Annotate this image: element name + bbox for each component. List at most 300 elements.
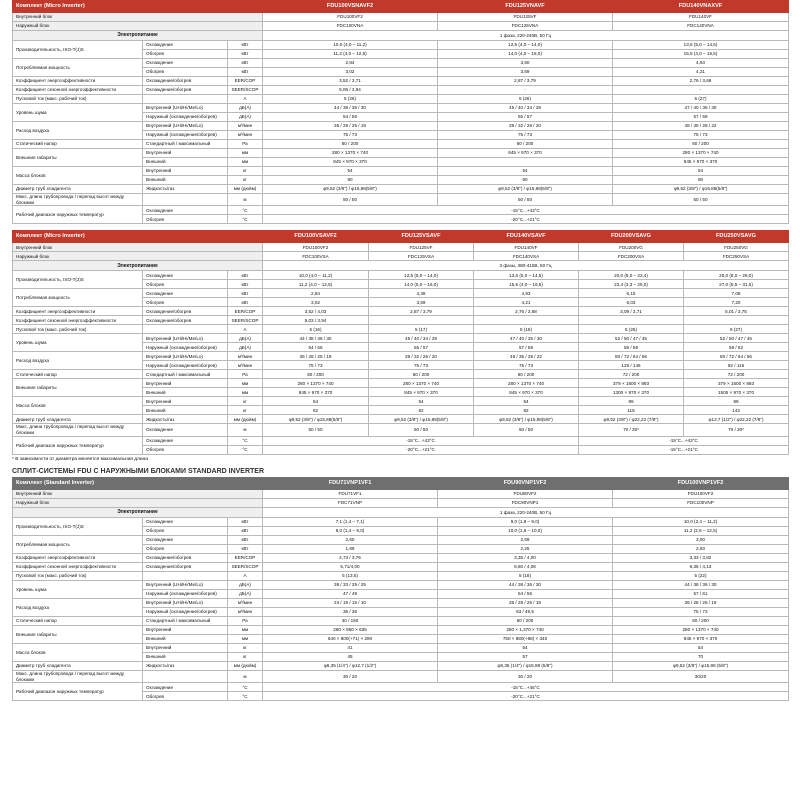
table-row — [13, 643, 789, 652]
param-unit: °C — [228, 215, 263, 224]
param-label: Внешние габариты — [13, 625, 143, 643]
param-value: 72 / 200 — [684, 370, 789, 379]
param-unit: кг — [228, 176, 263, 185]
param-value: 2,69 — [438, 535, 613, 544]
param-value: 1300 × 970 × 370 — [579, 388, 684, 397]
param-value: φ12,7 (1/2") / φ22,22 (7/8") — [684, 415, 789, 424]
table-row — [13, 140, 789, 149]
table1-power-row — [13, 31, 789, 41]
param-unit: мм — [228, 625, 263, 634]
param-sublabel: Охлаждение/обогрев — [143, 307, 228, 316]
param-value: 47 / 40 / 35 / 30 — [474, 334, 579, 343]
param-value: φ9,52 (3/8") / φ15,88(5/8") — [263, 185, 438, 194]
param-value: 60 / 200 — [438, 140, 613, 149]
table-row — [13, 86, 789, 95]
param-value: 60 / 200 — [438, 616, 613, 625]
param-unit: кВт — [228, 526, 263, 535]
table3-indoor-row — [13, 489, 789, 498]
table1-col-2: FDU125VNAVF — [438, 1, 613, 13]
table-row — [13, 424, 789, 436]
indoor-model-1: FDU71VF1 — [263, 489, 438, 498]
param-value: 3,69 — [438, 68, 613, 77]
param-value: 9,0 (1,9 – 9,0) — [438, 517, 613, 526]
param-value: 2,87 / 3,79 — [369, 307, 474, 316]
param-value: 25,0 (8,0 – 28,0) — [684, 271, 789, 280]
param-value: 75 / 73 — [613, 607, 789, 616]
param-value: 54 / 56 — [438, 589, 613, 598]
param-value: 45 — [263, 652, 438, 661]
param-value: 50 / 50 — [474, 424, 579, 436]
param-value: 1505 × 970 × 370 — [684, 388, 789, 397]
table-row — [13, 325, 789, 334]
table1-col-3: FDU140VNAXVF — [613, 1, 789, 13]
param-value — [438, 158, 613, 167]
param-value: 6,36 / 4,13 — [613, 562, 789, 571]
param-unit: SEER/SCOP — [228, 86, 263, 95]
outdoor-unit-label: Наружный блок — [13, 22, 263, 31]
param-value: 52 / 50 / 47 / 45 — [684, 334, 789, 343]
param-label: Рабочий диапазон наружных температур — [13, 683, 143, 701]
param-label: Коэффициент энергоэффективности — [13, 307, 143, 316]
param-value: 50 / 50 — [369, 424, 474, 436]
param-unit: Ра — [228, 140, 263, 149]
param-label: Внешние габариты — [13, 149, 143, 167]
param-value: 39 / 32 / 26 / 20 — [438, 122, 613, 131]
table-row — [13, 316, 789, 325]
param-unit: кВт — [228, 68, 263, 77]
outdoor-model-2: FDC125VSA — [369, 252, 474, 261]
param-sublabel: Охлаждение — [143, 424, 228, 436]
param-unit: дБ(А) — [228, 589, 263, 598]
param-value: 3,02 — [263, 68, 438, 77]
param-value: 54 — [613, 643, 789, 652]
param-unit: EER/COP — [228, 307, 263, 316]
table2-header-row — [13, 231, 789, 243]
param-sublabel: Внешний — [143, 634, 228, 643]
table-row — [13, 41, 789, 50]
table-row — [13, 670, 789, 682]
param-value: 72 / 200 — [579, 370, 684, 379]
param-unit: SEER/SCOP — [228, 316, 263, 325]
outdoor-model-3: FDC140VNA — [613, 22, 789, 31]
indoor-model-2: FDU80VF2 — [438, 489, 613, 498]
param-value: 82 — [474, 406, 579, 415]
param-label: Пусковой ток (макс. рабочий ток) — [13, 95, 143, 104]
param-sublabel: Охлаждение/обогрев — [143, 316, 228, 325]
param-label: Макс. длина трубопровода / перепад высот между блоками — [13, 194, 143, 206]
param-value: 4,93 — [474, 289, 579, 298]
param-value: 60 / 200 — [263, 370, 369, 379]
table-row — [13, 661, 789, 670]
param-value: 11,2 (4,0 – 12,5) — [263, 50, 438, 59]
power-supply-label: Электропитание — [13, 507, 263, 517]
param-sublabel: Внешний — [143, 652, 228, 661]
param-unit: мм — [228, 158, 263, 167]
param-unit: кВт — [228, 59, 263, 68]
param-unit: мм — [228, 634, 263, 643]
param-label: Производительность, ISO-T(J)S — [13, 271, 143, 289]
param-value — [474, 316, 579, 325]
param-sublabel: Стандартный / максимальный — [143, 370, 228, 379]
param-value — [579, 316, 684, 325]
param-value: 57 / 59 — [474, 343, 579, 352]
param-unit: дБ(А) — [228, 113, 263, 122]
param-value: 54 / 56 — [263, 113, 438, 122]
param-value: 45 / 40 / 34 / 29 — [369, 334, 474, 343]
param-unit: кВт — [228, 517, 263, 526]
param-value: φ6,35 (1/4") / φ15,88 (5/8") — [438, 661, 613, 670]
power-supply-value: 3 фазы, 380-415В, 50 Гц — [263, 261, 789, 271]
param-value: 80 — [438, 176, 613, 185]
table-row — [13, 562, 789, 571]
param-value: 5,06 / 3,94 — [263, 86, 438, 95]
param-sublabel: Жидкость/газ — [143, 661, 228, 670]
param-sublabel: Внутренний (UHi/Hi/Me/Lo) — [143, 334, 228, 343]
param-value: φ9,52 (3/8") / φ15,88(5/8") — [474, 415, 579, 424]
table1-body — [13, 41, 789, 224]
param-unit: дБ(А) — [228, 580, 263, 589]
table-row — [13, 149, 789, 158]
param-value: 3,69 — [369, 298, 474, 307]
param-value: 13,6 (5,0 – 14,5) — [613, 41, 789, 50]
param-sublabel: Внешний — [143, 406, 228, 415]
param-sublabel: Внутренний — [143, 397, 228, 406]
param-value: 750 × 880(+88) × 340 — [438, 634, 613, 643]
param-label: Коэффициент сезонной энергоэффективности — [13, 562, 143, 571]
param-sublabel: Внутренний — [143, 643, 228, 652]
param-unit: мм (дюйм) — [228, 661, 263, 670]
param-value: 22,4 (3,3 – 25,0) — [579, 280, 684, 289]
param-value: 57 — [438, 652, 613, 661]
param-value: 2,60 — [263, 535, 438, 544]
table3-col-1: FDU71VNP1VF1 — [263, 477, 438, 489]
param-value: -20°C...+21°C — [263, 692, 789, 701]
table2-col-1: FDU100VSAVF2 — [263, 231, 369, 243]
param-unit: м³/мин — [228, 598, 263, 607]
param-value: 80 / 72 / 64 / 56 — [579, 352, 684, 361]
param-value: 5 (13,5) — [263, 571, 438, 580]
param-value: 14,0 (4,0 – 16,0) — [438, 50, 613, 59]
table1-indoor-row — [13, 13, 789, 22]
param-sublabel: Внутренний — [143, 625, 228, 634]
param-sublabel: Обогрев — [143, 544, 228, 553]
param-value: 845 × 970 × 370 — [438, 149, 613, 158]
table2-body — [13, 271, 789, 454]
param-sublabel: Обогрев — [143, 280, 228, 289]
param-sublabel: Обогрев — [143, 68, 228, 77]
param-unit: м — [228, 424, 263, 436]
power-supply-value: 1 фаза, 220-240В, 50 Гц — [263, 507, 789, 517]
param-value: 10,0 (4,0 – 11,2) — [263, 41, 438, 50]
param-value: 8,0 (1,4 – 9,0) — [263, 526, 438, 535]
param-unit: кг — [228, 652, 263, 661]
param-value: -20°C...+21°C — [263, 215, 789, 224]
param-label: Макс. длина трубопровода / перепад высот между блоками — [13, 670, 143, 682]
param-value: 280 × 1370 × 740 — [263, 379, 369, 388]
param-value: 57 / 61 — [613, 589, 789, 598]
param-value: 12,5 (4,0 – 14,0) — [438, 41, 613, 50]
param-value: 44 / 38 / 36 / 30 — [613, 580, 789, 589]
indoor-model-5: FDU250VG — [684, 243, 789, 252]
param-sublabel: Охлаждение — [143, 206, 228, 215]
param-value: 63 / 49,5 — [438, 607, 613, 616]
param-label: Уровень шума — [13, 104, 143, 122]
indoor-model-3: FDU140VF — [613, 13, 789, 22]
param-value: 143 — [684, 406, 789, 415]
param-sublabel: Обогрев — [143, 50, 228, 59]
param-value: 10,0 (4,0 – 11,2) — [263, 271, 369, 280]
param-value: 10,0 (2,4 – 11,2) — [613, 517, 789, 526]
param-value: 5 (18) — [438, 571, 613, 580]
param-sublabel: Внутренний (UHi/Hi/Me/Lo) — [143, 598, 228, 607]
param-value: 70 — [613, 652, 789, 661]
param-value: 5 (27) — [613, 95, 789, 104]
param-value: 60 / 200 — [369, 370, 474, 379]
outdoor-model-1: FDC100VSA — [263, 252, 369, 261]
table3-col-3: FDU100VNP1VF2 — [613, 477, 789, 489]
param-sublabel: Охлаждение — [143, 271, 228, 280]
param-value: 40 / 150 — [263, 616, 438, 625]
table1-header-row — [13, 1, 789, 13]
param-sublabel: Наружный (охлаждение/обогрев) — [143, 361, 228, 370]
param-unit: кВт — [228, 50, 263, 59]
param-sublabel: Охлаждение/обогрев — [143, 562, 228, 571]
indoor-model-2: FDU125VF — [369, 243, 474, 252]
table-row — [13, 598, 789, 607]
param-value: 36 / 28 / 25 / 19 — [263, 352, 369, 361]
param-unit: °C — [228, 445, 263, 454]
param-value: 15,5 (4,0 – 16,5) — [613, 50, 789, 59]
param-value: 75 / 73 — [613, 131, 789, 140]
spec-table-standard-inverter — [12, 477, 789, 701]
param-value: 3,52 / 3,71 — [263, 77, 438, 86]
param-value: 280 × 1370 × 740 — [263, 149, 438, 158]
table-row — [13, 397, 789, 406]
param-sublabel: Охлаждение — [143, 59, 228, 68]
param-unit: кг — [228, 643, 263, 652]
param-value: 128 / 146 — [579, 361, 684, 370]
param-sublabel: Внешний — [143, 176, 228, 185]
param-value: 54 — [263, 167, 438, 176]
param-value: 15,5 (4,0 – 16,5) — [474, 280, 579, 289]
param-value: 2,76 / 3,68 — [613, 77, 789, 86]
param-unit: кВт — [228, 41, 263, 50]
param-value: 54 — [438, 167, 613, 176]
param-label: Масса блоков — [13, 643, 143, 661]
param-value: 5 (26) — [438, 95, 613, 104]
param-value: φ6,35 (1/4") / φ12,7 (1/2") — [263, 661, 438, 670]
indoor-model-2: FDU125VF — [438, 13, 613, 22]
table-row — [13, 415, 789, 424]
table2-indoor-row — [13, 243, 789, 252]
param-label: Производительность, ISO-T(J)S — [13, 41, 143, 59]
param-value: 27,0 (5,5 – 31,5) — [684, 280, 789, 289]
param-value: 280 × 1,370 × 740 — [438, 625, 613, 634]
param-sublabel: Охлаждение/обогрев — [143, 553, 228, 562]
param-value: 3,33 / 3,82 — [613, 553, 789, 562]
indoor-unit-label: Внутренний блок — [13, 243, 263, 252]
table-row — [13, 683, 789, 692]
param-value: 5 (18) — [474, 325, 579, 334]
param-value: -15°C...+46°C — [263, 683, 789, 692]
param-label: Пусковой ток (макс. рабочий ток) — [13, 571, 143, 580]
table-row — [13, 352, 789, 361]
param-value: 30 / 20 — [263, 670, 438, 682]
table-row — [13, 535, 789, 544]
param-sublabel: Охлаждение — [143, 535, 228, 544]
param-value: 50 / 50 — [263, 194, 438, 206]
param-value: 75 / 73 — [438, 131, 613, 140]
table1-col-1: FDU100VSNAVF2 — [263, 1, 438, 13]
param-label: Масса блоков — [13, 397, 143, 415]
table-row — [13, 370, 789, 379]
param-value: 12,5 (5,0 – 14,0) — [369, 271, 474, 280]
outdoor-model-5: FDC250VSA — [684, 252, 789, 261]
param-sublabel: Охлаждение — [143, 683, 228, 692]
table-row — [13, 185, 789, 194]
param-value: 5 (16) — [263, 325, 369, 334]
param-sublabel: Жидкость/газ — [143, 415, 228, 424]
param-unit: °C — [228, 683, 263, 692]
param-value: 3,00 — [613, 535, 789, 544]
param-unit: м³/мин — [228, 352, 263, 361]
table2-power-row — [13, 261, 789, 271]
param-value: 45 / 40 / 34 / 29 — [438, 104, 613, 113]
param-value: 280 × 1370 × 740 — [474, 379, 579, 388]
param-value: 30/20 — [613, 670, 789, 682]
param-value: 50 / 50 — [438, 194, 613, 206]
param-sublabel: Стандартный / максимальный — [143, 140, 228, 149]
indoor-model-3: FDU140VF — [474, 243, 579, 252]
param-value: 52 / 50 / 47 / 45 — [579, 334, 684, 343]
param-value: 6,60 / 4,06 — [438, 562, 613, 571]
param-unit: °C — [228, 436, 263, 445]
param-value: 7,1 (1,4 – 7,1) — [263, 517, 438, 526]
param-value: -15°C...+43°C — [263, 436, 579, 445]
param-value: 379 × 1600 × 893 — [684, 379, 789, 388]
param-sublabel: Внутренний (UHi/Hi/Me/Lo) — [143, 352, 228, 361]
param-value: 60 / 200 — [263, 140, 438, 149]
table2-col-5: FDU250VSAVG — [684, 231, 789, 243]
table-row — [13, 289, 789, 298]
param-value: 54 — [474, 397, 579, 406]
power-supply-label: Электропитание — [13, 261, 263, 271]
param-value: 58 / 59 — [579, 343, 684, 352]
table-row — [13, 206, 789, 215]
param-label: Потребляемая мощность — [13, 59, 143, 77]
table2-col-4: FDU200VSAVG — [579, 231, 684, 243]
param-value: 44 / 38 / 36 / 30 — [263, 334, 369, 343]
param-value: 845 × 970 × 370 — [613, 634, 789, 643]
param-value: 6,03 — [579, 298, 684, 307]
param-unit: м — [228, 194, 263, 206]
param-sublabel: Обогрев — [143, 298, 228, 307]
param-value: 82 — [263, 406, 369, 415]
param-label: Диаметр труб хладагента — [13, 415, 143, 424]
param-sublabel: Жидкость/газ — [143, 185, 228, 194]
param-value: 57 / 59 — [613, 113, 789, 122]
param-value: 13,6 (5,0 – 14,5) — [474, 271, 579, 280]
param-unit: кВт — [228, 298, 263, 307]
indoor-model-3: FDU100VF2 — [613, 489, 789, 498]
table2-outdoor-row — [13, 252, 789, 261]
table-row — [13, 517, 789, 526]
param-sublabel: Наружный (охлаждение/обогрев) — [143, 607, 228, 616]
param-sublabel — [143, 194, 228, 206]
param-value — [369, 316, 474, 325]
param-value: 4,36 — [369, 289, 474, 298]
param-value: φ9,52 (3/8") / φ22,22 (7/8") — [579, 415, 684, 424]
param-value: 75 / 73 — [474, 361, 579, 370]
param-label: Потребляемая мощность — [13, 289, 143, 307]
param-value: 75 / 73 — [263, 131, 438, 140]
param-value: 89 — [579, 397, 684, 406]
param-label: Рабочий диапазон наружных температур — [13, 436, 143, 454]
table3-col-2: FDU90VNP1VF2 — [438, 477, 613, 489]
param-label: Коэффициент энергоэффективности — [13, 553, 143, 562]
param-unit: мм — [228, 149, 263, 158]
table-row — [13, 167, 789, 176]
param-value: 115 — [579, 406, 684, 415]
param-label: Пусковой ток (макс. рабочий ток) — [13, 325, 143, 334]
table-row — [13, 307, 789, 316]
outdoor-model-4: FDC200VSA — [579, 252, 684, 261]
indoor-unit-label: Внутренний блок — [13, 489, 263, 498]
spec-table-micro-inverter-3phase — [12, 230, 789, 454]
indoor-model-1: FDU100VF2 — [263, 243, 369, 252]
param-sublabel: Внутренний (UHi/Hi/Me/Lo) — [143, 580, 228, 589]
param-label: Коэффициент энергоэффективности — [13, 77, 143, 86]
param-value: 3,60 — [438, 59, 613, 68]
param-sublabel: Обогрев — [143, 445, 228, 454]
param-unit: м³/мин — [228, 131, 263, 140]
param-value: 5,03 / 3,94 — [263, 316, 369, 325]
param-sublabel: Охлаждение/обогрев — [143, 86, 228, 95]
outdoor-unit-label: Наружный блок — [13, 252, 263, 261]
param-value: 11,2 (4,0 – 12,5) — [263, 280, 369, 289]
param-unit: кВт — [228, 289, 263, 298]
param-value: 2,84 — [263, 289, 369, 298]
param-sublabel: Охлаждение — [143, 436, 228, 445]
table-row — [13, 59, 789, 68]
param-value: 5 (26) — [263, 95, 438, 104]
param-value: 44 / 38 / 36 / 30 — [438, 580, 613, 589]
param-unit: мм (дюйм) — [228, 415, 263, 424]
param-unit: м³/мин — [228, 361, 263, 370]
param-value: 3,35 / 4,00 — [438, 553, 613, 562]
param-value: 47 / 40 / 35 / 30 — [613, 104, 789, 113]
param-unit: дБ(А) — [228, 343, 263, 352]
table2-title: Комплект (Micro Inverter) — [13, 231, 263, 243]
param-value: 36 / 28 / 25 / 19 — [263, 122, 438, 131]
param-value: 60 / 200 — [474, 370, 579, 379]
param-label: Внешние габариты — [13, 379, 143, 397]
table3-header-row — [13, 477, 789, 489]
table2-col-2: FDU125VSAVF — [369, 231, 474, 243]
param-value: φ9,52 (3/8") / φ15,88(5/8") — [613, 185, 789, 194]
param-value: 36 / 28 / 25 / 19 — [613, 598, 789, 607]
param-value: 11,2 (2,6 – 12,5) — [613, 526, 789, 535]
param-unit: SEER/SCOP — [228, 562, 263, 571]
param-label: Статический напор — [13, 370, 143, 379]
param-sublabel — [143, 95, 228, 104]
param-sublabel: Наружный (охлаждение/обогрев) — [143, 113, 228, 122]
param-unit: м³/мин — [228, 607, 263, 616]
param-value: 55 / 57 — [369, 343, 474, 352]
table-row — [13, 553, 789, 562]
param-value: 50 / 50 — [613, 194, 789, 206]
param-value: 41 — [263, 643, 438, 652]
